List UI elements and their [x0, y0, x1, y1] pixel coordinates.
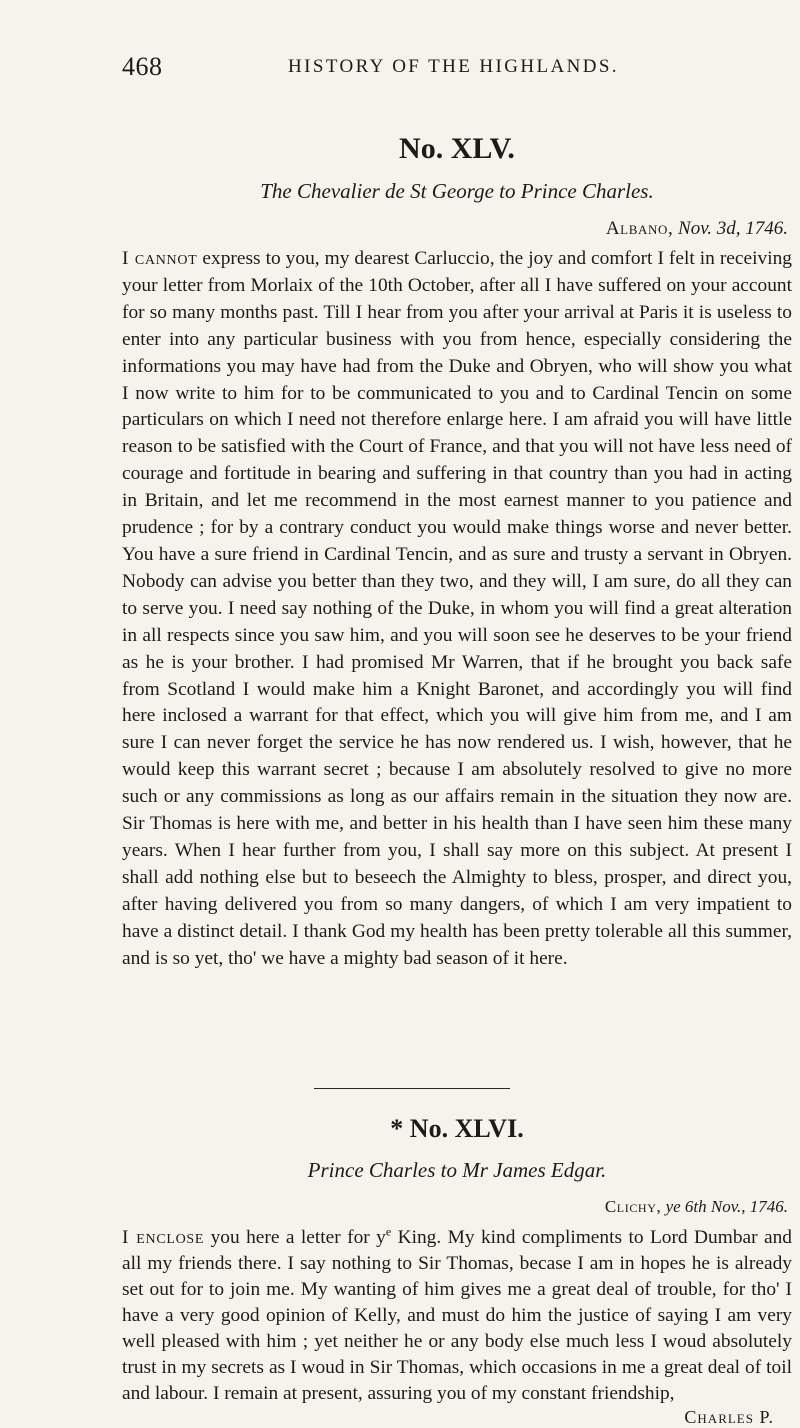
- superscript-e: e: [385, 1224, 392, 1239]
- letter-body-text-1: you here a letter for y: [204, 1227, 386, 1248]
- running-head: [122, 52, 800, 82]
- letter-number: * No. XLVI.: [390, 1114, 524, 1143]
- running-title: HISTORY OF THE HIGHLANDS.: [288, 56, 619, 77]
- dateline-date: ye 6th Nov., 1746.: [665, 1197, 788, 1216]
- letter-title: Prince Charles to Mr James Edgar.: [307, 1158, 607, 1182]
- signature: Charles P.: [684, 1407, 774, 1427]
- letter-body-text: express to you, my dearest Carluccio, the joy and comfort I felt in receiving your letter from Morlaix of the 10th October, after all I have suffered on your account for so many months past. Till I hear from you after your arrival at Paris it is useless to enter into any particular business with you from hence, especially considering the informations you may have had from the Duke and Obryen, who will show you what I now write to him for to be communicated to you and to Cardinal Tencin on some particulars on which I need not therefore enlarge here. I am afraid you will have little reason to be satisfied with the Court of France, and that you will not have less need of courage and fortitude in bearing and suffering in that country than you had in acting in Britain, and let me recommend in the most earnest manner to you patience and prudence ; for by a contrary conduct you would make things worse and never better. You have a sure friend in Cardinal Tencin, and as sure and trusty a servant in Obryen. Nobody can advise you better than they two, and they will, I am sure, do all they can to serve you. I need say nothing of the Duke, in whom you will find a great alteration in all respects since you saw him, and you will soon see he deserves to be your friend as he is your brother. I had promised Mr Warren, that if he brought you back safe from Scotland I would make him a Knight Baronet, and accordingly you will find here inclosed a warrant for that effect, which you will give him from me, and I am sure I can never forget the service he has now rendered us. I wish, however, that he would keep this warrant secret ; because I am absolutely resolved to give no more such or any commissions as long as our affairs remain in the situation they now are. Sir Thomas is here with me, and better in his health than I have seen him these many years. When I hear further from you, I shall say more on this subject. At present I shall add nothing else but to beseech the Almighty to bless, prosper, and direct you, after having delivered you from so many dangers, of which I am very impatient to have a distinct detail. I thank God my health has been pretty tolerable all this summer, and is so yet, tho' we have a mighty bad season of it here.: [122, 248, 792, 969]
- page-number: 468: [122, 52, 163, 81]
- opening-word: I enclose: [122, 1227, 205, 1248]
- letter-number: No. XLV.: [399, 132, 515, 165]
- dateline-place: Albano,: [605, 218, 674, 239]
- letter-46: [122, 1114, 792, 1428]
- letter-body: [122, 1225, 792, 1407]
- dateline-date: Nov. 3d, 1746.: [678, 218, 788, 239]
- letter-45: [122, 132, 792, 972]
- letter-body-text-2: King. My kind compliments to Lord Dumbar and all my friends there. I say nothing to Sir Thomas, becase I am in hopes he is already set out for to join me. My wanting of him gives me a great deal of trouble, for tho' I have a very good opinion of Kelly, and must do him the justice of saying I am very well pleased with him ; yet neither he or any body else much less I woud absolutely trust in my secrets as I woud in Sir Thomas, which occasions in me a great deal of toil and labour. I remain at present, assuring you of my constant friendship,: [122, 1227, 792, 1404]
- letter-body: [122, 246, 792, 972]
- dateline-place: Clichy,: [604, 1197, 662, 1216]
- letter-dateline: [122, 218, 792, 240]
- opening-word: I cannot: [122, 248, 198, 269]
- letter-title: The Chevalier de St George to Prince Charles.: [260, 179, 654, 203]
- letter-dateline: [122, 1197, 792, 1217]
- section-divider: [314, 1088, 510, 1089]
